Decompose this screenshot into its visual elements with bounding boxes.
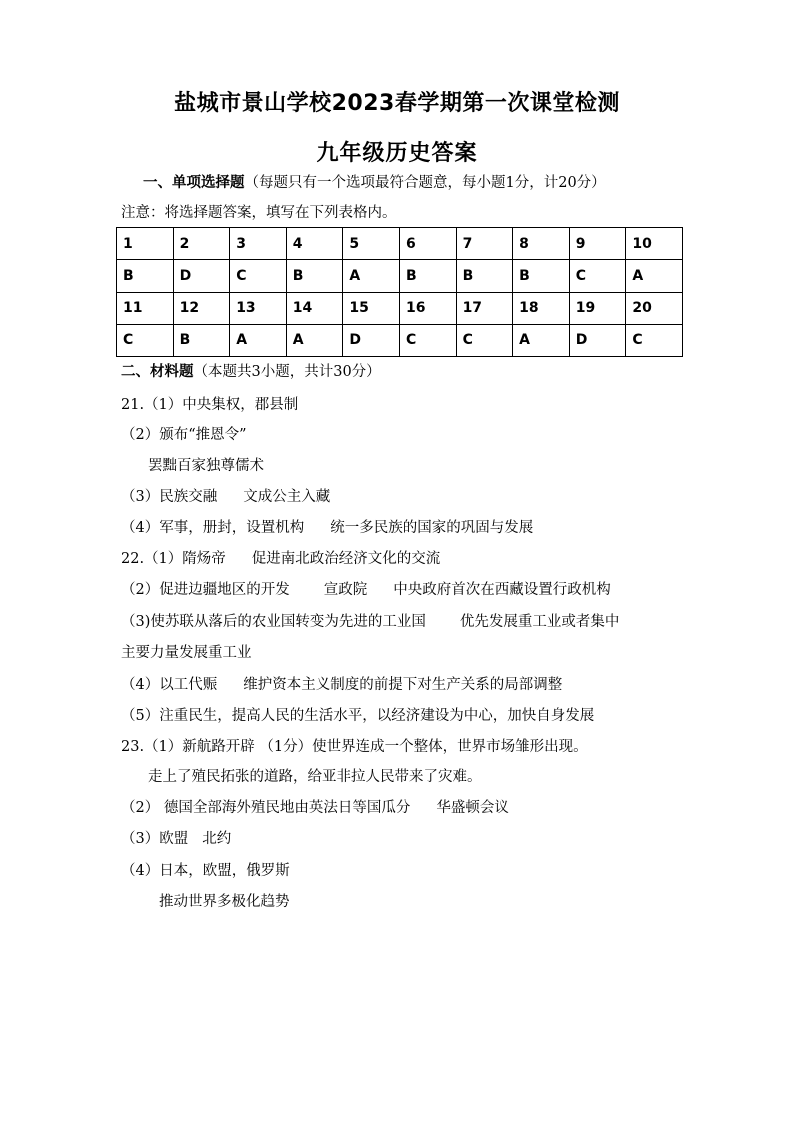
table-cell: 20: [626, 292, 683, 324]
table-cell: D: [343, 324, 400, 356]
table-cell: D: [569, 324, 626, 356]
q23-line-1: 23.（1）新航路开辟 （1分）使世界连成一个整体，世界市场雏形出现。: [121, 739, 588, 755]
q22-line-4: 主要力量发展重工业: [121, 645, 252, 661]
q23-line-2: 走上了殖民拓张的道路，给亚非拉人民带来了灾难。: [148, 769, 482, 785]
table-cell: 11: [117, 292, 174, 324]
q21-line-4: [121, 487, 330, 507]
q23-line-4b: 北约: [202, 831, 232, 847]
table-cell: B: [456, 260, 513, 292]
section2-note: （本题共3小题，共计30分）: [193, 364, 381, 380]
table-cell: 13: [230, 292, 287, 324]
table-cell: C: [569, 260, 626, 292]
table-cell: 3: [230, 228, 287, 260]
table-cell: C: [626, 324, 683, 356]
q22-line-6: （5）注重民生，提高人民的生活水平，以经济建设为中心，加快自身发展: [121, 708, 595, 724]
table-cell: C: [456, 324, 513, 356]
q21-line-4b: 文成公主入藏: [243, 489, 331, 505]
q23-line-6: 推动世界多极化趋势: [159, 894, 290, 910]
q22-line-3b: 优先发展重工业或者集中: [459, 614, 620, 630]
table-cell: A: [626, 260, 683, 292]
table-cell: A: [230, 324, 287, 356]
table-cell: 1: [117, 228, 174, 260]
page-title: 盐城市景山学校2023春学期第一次课堂检测: [174, 91, 620, 116]
table-cell: 6: [399, 228, 456, 260]
table-cell: 18: [513, 292, 570, 324]
q22-line-5: [121, 675, 562, 695]
table-cell: 14: [286, 292, 343, 324]
q21-line-5: [121, 518, 533, 538]
table-cell: 2: [173, 228, 230, 260]
q21-line-5b: 统一多民族的国家的巩固与发展: [330, 520, 534, 536]
q21-line-4a: （3）民族交融: [121, 489, 218, 505]
q21-line-1: 21.（1）中央集权，郡县制: [121, 397, 299, 413]
q21-line-2: （2）颁布“推恩令”: [121, 427, 247, 443]
q22-line-3a: （3)使苏联从落后的农业国转变为先进的工业国: [121, 614, 426, 630]
table-cell: 7: [456, 228, 513, 260]
section1-note: （每题只有一个选项最符合题意，每小题1分，计20分）: [244, 175, 606, 191]
page-subtitle: 九年级历史答案: [316, 141, 478, 166]
q23-line-3a: （2） 德国全部海外殖民地由英法日等国瓜分: [121, 800, 411, 816]
table-cell: 10: [626, 228, 683, 260]
q21-line-3: 罢黜百家独尊儒术: [148, 458, 264, 474]
section2-heading-line: [121, 362, 381, 382]
table-cell: C: [117, 324, 174, 356]
table-cell: B: [173, 324, 230, 356]
q23-line-4a: （3）欧盟: [121, 831, 189, 847]
table-cell: 4: [286, 228, 343, 260]
q22-line-2a: （2）促进边疆地区的开发: [121, 582, 290, 598]
table-cell: A: [286, 324, 343, 356]
section1-instruction: 注意：将选择题答案，填写在下列表格内。: [121, 205, 397, 221]
table-cell: 5: [343, 228, 400, 260]
q22-line-2b: 宣政院: [323, 582, 368, 598]
q22-line-1a: 22.（1）隋炀帝: [121, 551, 226, 567]
q22-line-5b: 维护资本主义制度的前提下对生产关系的局部调整: [243, 677, 563, 693]
table-cell: 9: [569, 228, 626, 260]
q22-line-3: [121, 612, 619, 632]
table-row: [117, 324, 683, 356]
table-cell: D: [173, 260, 230, 292]
q21-line-5a: （4）军事，册封，设置机构: [121, 520, 305, 536]
q23-line-5: （4）日本，欧盟，俄罗斯: [121, 863, 290, 879]
q23-line-3: [121, 798, 509, 818]
q22-line-1b: 促进南北政治经济文化的交流: [251, 551, 441, 567]
q22-line-5a: （4）以工代赈: [121, 677, 218, 693]
section1-heading-line: [143, 173, 606, 193]
table-cell: 16: [399, 292, 456, 324]
table-row: [117, 260, 683, 292]
table-cell: 19: [569, 292, 626, 324]
table-cell: B: [286, 260, 343, 292]
table-row: [117, 292, 683, 324]
table-cell: 12: [173, 292, 230, 324]
table-cell: 15: [343, 292, 400, 324]
table-cell: A: [513, 324, 570, 356]
answer-table: [116, 227, 683, 357]
table-cell: B: [399, 260, 456, 292]
section1-heading: 一、单项选择题: [143, 175, 245, 191]
q22-line-1: [121, 549, 440, 569]
table-cell: C: [399, 324, 456, 356]
q23-line-3b: 华盛顿会议: [436, 800, 509, 816]
table-cell: 8: [513, 228, 570, 260]
table-cell: C: [230, 260, 287, 292]
table-cell: A: [343, 260, 400, 292]
table-cell: B: [513, 260, 570, 292]
q22-line-2: [121, 580, 611, 600]
q23-line-4: [121, 829, 231, 849]
table-cell: B: [117, 260, 174, 292]
table-row: [117, 228, 683, 260]
q22-line-2c: 中央政府首次在西藏设置行政机构: [393, 582, 611, 598]
table-cell: 17: [456, 292, 513, 324]
section2-heading: 二、材料题: [121, 364, 194, 380]
